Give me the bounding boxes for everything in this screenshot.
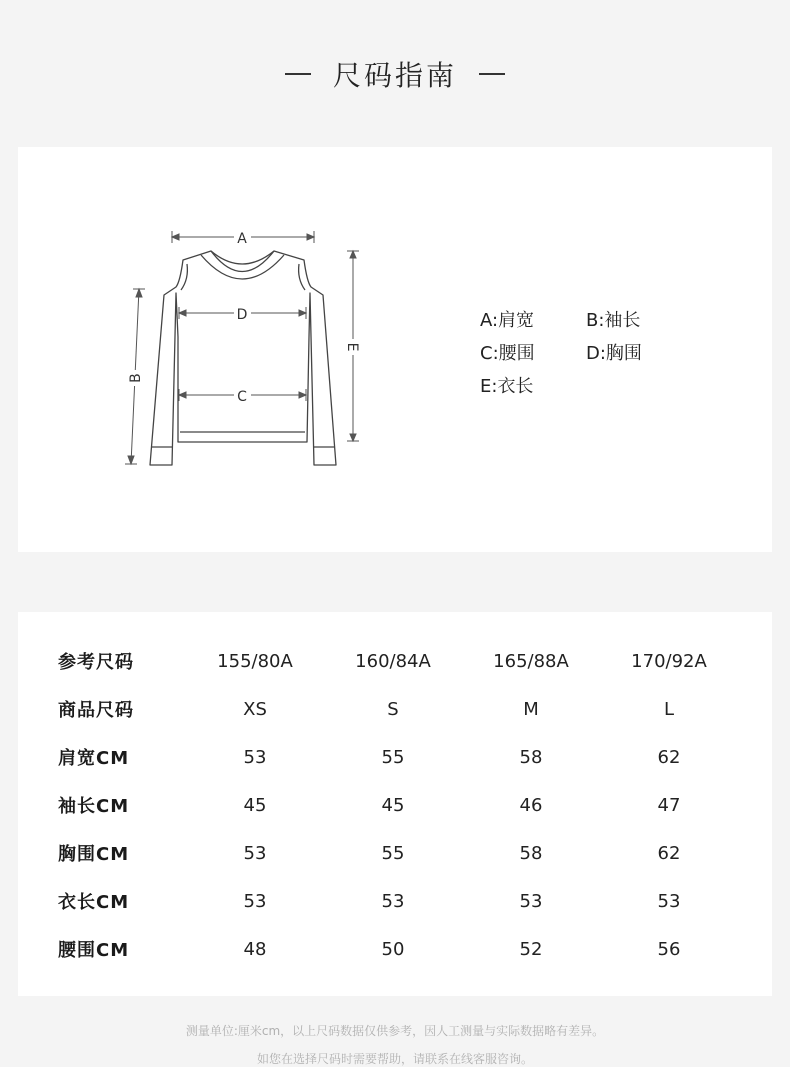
table-row-reference-size [58,637,738,685]
table-cell: 55 [381,842,405,864]
table-cell: XS [243,698,267,720]
legend-row [480,302,700,335]
table-cell: L [663,698,675,720]
legend-row [480,335,700,368]
table-cell: 46 [519,794,543,816]
page-title: 尺码指南 [332,59,457,92]
title-right-dash [479,73,505,75]
table-cell: 45 [381,794,405,816]
table-cell: 165/88A [493,650,569,672]
table-cell: 48 [243,938,267,960]
table-cell: 58 [519,746,543,768]
size-table-card [18,612,772,996]
table-cell: 58 [519,842,543,864]
legend-row [480,368,700,401]
legend-chest: D:胸围 [586,342,642,364]
label-a: A [237,231,247,247]
row-label: 腰围CM [58,940,130,961]
size-table [58,637,738,973]
table-cell: 55 [381,746,405,768]
diagram-card [18,147,772,552]
legend-body-length: E:衣长 [480,375,534,397]
label-b: B [128,373,144,383]
table-cell: M [523,698,539,720]
table-cell: 53 [243,842,267,864]
table-cell: S [387,698,399,720]
table-cell: 50 [381,938,405,960]
sweater-outline [150,251,336,465]
row-label: 衣长CM [58,892,130,913]
table-cell: 53 [657,890,681,912]
table-row-product-size [58,685,738,733]
table-cell: 56 [657,938,681,960]
label-e: E [344,342,360,352]
measurement-note: 测量单位:厘米cm，以上尺码数据仅供参考，因人工测量与实际数据略有差异。 [185,1024,605,1038]
help-note: 如您在选择尺码时需要帮助，请联系在线客服咨询。 [256,1052,533,1066]
row-label: 胸围CM [58,844,130,865]
row-label: 肩宽CM [58,748,130,769]
table-cell: 62 [657,842,681,864]
table-cell: 155/80A [217,650,293,672]
page-header [0,50,790,98]
label-d: D [236,307,248,323]
legend-sleeve-length: B:袖长 [586,309,641,331]
row-label: 袖长CM [58,796,130,817]
table-cell: 45 [243,794,267,816]
table-row-sleeve-length [58,781,738,829]
title-left-dash [285,73,311,75]
table-row-chest [58,829,738,877]
label-c: C [237,389,247,405]
row-label: 参考尺码 [58,652,134,673]
legend-shoulder-width: A:肩宽 [480,309,535,331]
table-cell: 62 [657,746,681,768]
table-cell: 53 [243,746,267,768]
measurement-legend [480,302,700,401]
table-cell: 52 [519,938,543,960]
table-row-shoulder-width [58,733,738,781]
table-row-waist [58,925,738,973]
table-row-body-length [58,877,738,925]
row-label: 商品尺码 [58,700,134,721]
table-cell: 53 [381,890,405,912]
table-cell: 170/92A [631,650,707,672]
table-cell: 53 [243,890,267,912]
legend-waist: C:腰围 [480,342,535,364]
table-cell: 47 [657,794,681,816]
table-cell: 160/84A [355,650,431,672]
table-cell: 53 [519,890,543,912]
